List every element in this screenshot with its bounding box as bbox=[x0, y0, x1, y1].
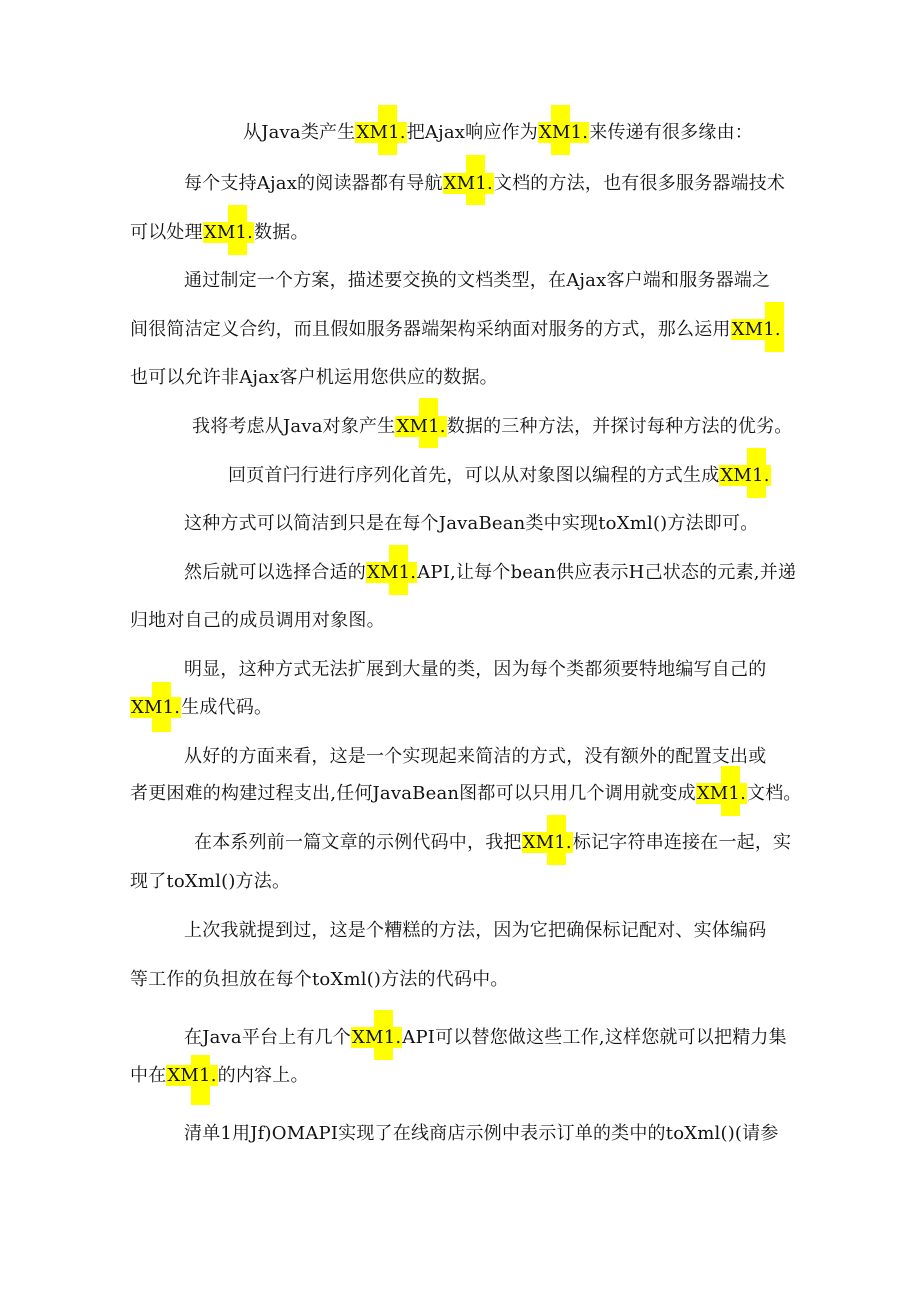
text-segment: 在本系列前一篇文章的示例代码中，我把 bbox=[194, 832, 522, 853]
text-segment: 间很简洁定义合约，而且假如服务器端架构采纳面对服务的方式，那么运用 bbox=[130, 319, 731, 340]
text-line bbox=[130, 968, 509, 992]
text-segment: 也可以允许非Ajax客户机运用您供应的数据。 bbox=[130, 367, 498, 388]
text-line bbox=[184, 561, 796, 585]
text-segment: 从好的方面来看，这是一个实现起来简洁的方式，没有额外的配置支出或 bbox=[184, 746, 767, 767]
text-line bbox=[130, 221, 309, 245]
highlighted-term: XM1. bbox=[731, 319, 781, 340]
text-segment: 数据的三种方法，并探讨每种方法的优劣。 bbox=[446, 416, 793, 437]
text-segment: 通过制定一个方案，描述要交换的文档类型，在Ajax客户端和服务器端之 bbox=[184, 270, 771, 291]
text-line bbox=[184, 1026, 787, 1050]
text-segment: 把Ajax响应作为 bbox=[406, 122, 538, 143]
text-segment: API,让每个bean供应表示H己状态的元素,并递 bbox=[417, 562, 797, 583]
text-segment: 清单1用Jf)OMAPI实现了在线商店示例中表示订单的类中的toXml()(请参 bbox=[184, 1123, 779, 1144]
text-line bbox=[184, 658, 766, 682]
text-segment: 标记字符串连接在一起，实 bbox=[572, 832, 792, 853]
highlighted-term: XM1. bbox=[396, 416, 446, 437]
highlighted-term: XM1. bbox=[167, 1065, 217, 1086]
highlighted-term: XM1. bbox=[356, 122, 406, 143]
text-segment: 回页首闩行进行序列化首先，可以从对象图以编程的方式生成 bbox=[228, 465, 720, 486]
text-segment: 等工作的负担放在每个toXml()方法的代码中。 bbox=[130, 969, 509, 990]
text-line bbox=[192, 415, 793, 439]
text-segment: 中在 bbox=[130, 1065, 167, 1086]
text-line bbox=[184, 172, 785, 196]
text-segment: 上次我就提到过，这是个糟糕的方法，因为它把确保标记配对、实体编码 bbox=[184, 920, 767, 941]
highlighted-term: XM1. bbox=[522, 832, 572, 853]
text-segment: 归地对自己的成员调用对象图。 bbox=[130, 610, 385, 631]
text-segment: 文档。 bbox=[747, 783, 802, 804]
text-line bbox=[130, 609, 385, 633]
text-segment: 可以处理 bbox=[130, 222, 203, 243]
text-line bbox=[243, 121, 753, 145]
text-segment: 在Java平台上有几个 bbox=[184, 1027, 352, 1048]
text-line bbox=[130, 696, 272, 720]
text-line bbox=[130, 318, 782, 342]
text-segment: 我将考虑从Java对象产生 bbox=[192, 416, 396, 437]
text-segment: 生成代码。 bbox=[181, 697, 273, 718]
text-line bbox=[194, 831, 791, 855]
text-line bbox=[130, 782, 802, 806]
highlighted-term: XM1. bbox=[203, 222, 254, 243]
text-segment: 这种方式可以简洁到只是在每个JavaBean类中实现toXml()方法即可。 bbox=[184, 513, 759, 534]
highlighted-term: XM1. bbox=[352, 1027, 402, 1048]
text-segment: 数据。 bbox=[254, 222, 309, 243]
text-segment: 的内容上。 bbox=[217, 1065, 309, 1086]
highlighted-term: XM1. bbox=[696, 783, 747, 804]
text-line bbox=[130, 366, 498, 390]
text-segment: 现了toXml()方法。 bbox=[130, 871, 291, 892]
text-segment: 文档的方法，也有很多服务器端技术 bbox=[493, 173, 786, 194]
highlighted-term: XM1. bbox=[443, 173, 493, 194]
text-line bbox=[130, 870, 290, 894]
highlighted-term: XM1. bbox=[538, 122, 589, 143]
text-line bbox=[184, 512, 758, 536]
text-line bbox=[184, 1122, 779, 1146]
highlighted-term: XM1. bbox=[367, 562, 417, 583]
highlighted-term: XM1. bbox=[720, 465, 770, 486]
text-segment: 来传递有很多缘由： bbox=[589, 122, 753, 143]
text-line bbox=[130, 1064, 309, 1088]
text-line bbox=[184, 745, 766, 769]
text-line bbox=[184, 919, 766, 943]
text-segment: 者更困难的构建过程支出,任何JavaBean图都可以只用几个调用就变成 bbox=[130, 783, 696, 804]
text-segment: 明显，这种方式无法扩展到大量的类，因为每个类都须要特地编写自己的 bbox=[184, 659, 767, 680]
text-segment: 每个支持Ajax的阅读器都有导航 bbox=[184, 173, 443, 194]
text-line bbox=[184, 269, 770, 293]
text-line bbox=[228, 464, 771, 488]
text-segment: API可以替您做这些工作,这样您就可以把精力集 bbox=[402, 1027, 787, 1048]
text-segment: 从Java类产生 bbox=[243, 122, 356, 143]
text-segment: 然后就可以选择合适的 bbox=[184, 562, 366, 583]
highlighted-term: XM1. bbox=[131, 697, 181, 718]
